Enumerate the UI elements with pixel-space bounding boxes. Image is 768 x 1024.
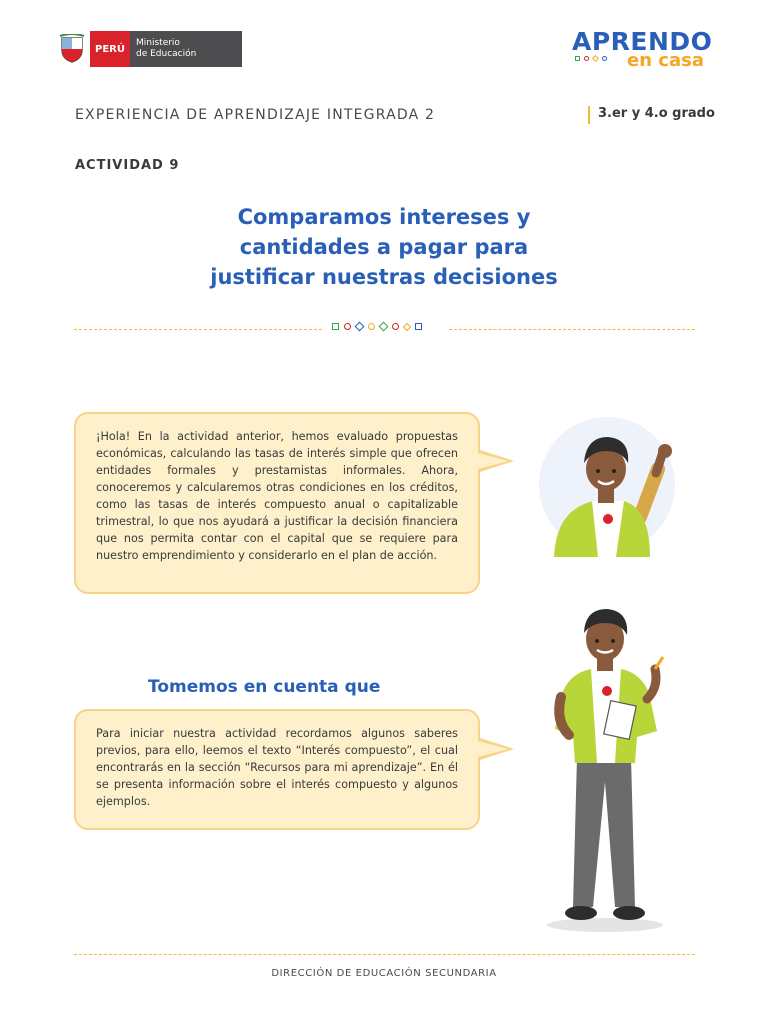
student-waving-illustration (532, 417, 682, 557)
page-title (134, 202, 634, 292)
speech-bubble-tail (480, 738, 514, 760)
brand-top: APRENDO (572, 27, 713, 56)
ministry-logo (58, 31, 242, 67)
recall-text: Para iniciar nuestra actividad recordamos algunos saberes previos, para ello, leemos el texto “Interés compuesto”, el cual encontrarás en la sección “Recursos para mi aprendizaje”. En él se presenta información sobre el interés compuesto y algunos ejemplos. (96, 727, 458, 808)
intro-speech-bubble (74, 412, 480, 594)
footer-divider (74, 954, 695, 955)
decorative-divider (74, 322, 695, 338)
section-subtitle: Tomemos en cuenta que (148, 677, 381, 697)
ministry-line1: Ministerio (136, 38, 180, 48)
aprendo-en-casa-logo (572, 27, 717, 73)
grade-label: 3.er y 4.o grado (588, 106, 715, 124)
divider-shapes (332, 323, 422, 330)
activity-label: ACTIVIDAD 9 (75, 158, 180, 173)
brand-shapes (575, 56, 607, 61)
title-line-1: Comparamos intereses y (237, 205, 531, 229)
coat-of-arms-icon (58, 31, 86, 67)
recall-speech-bubble (74, 709, 480, 830)
title-line-2: cantidades a pagar para (239, 235, 529, 259)
experience-title: EXPERIENCIA DE APRENDIZAJE INTEGRADA 2 (75, 107, 436, 123)
student-writing-illustration (525, 607, 685, 937)
title-line-3: justificar nuestras decisiones (210, 265, 558, 289)
ministry-name (130, 31, 242, 67)
footer-text: DIRECCIÓN DE EDUCACIÓN SECUNDARIA (271, 968, 497, 979)
brand-bottom: en casa (627, 50, 704, 71)
peru-label: PERÚ (90, 31, 130, 67)
ministry-line2: de Educación (136, 49, 197, 59)
intro-text: ¡Hola! En la actividad anterior, hemos evaluado propuestas económicas, calculando las tasas de interés simple que ofrecen entidades formales y prestamistas informales. Ahora, conoceremos y calcularemos otras condiciones en los créditos, como las tasas de interés compuesto anual o capitalizable trimestral, lo que nos ayudará a justificar la decisión financiera que nos permita contar con el capital que se requiere para nuestro emprendimiento y considerarlo en el plan de acción. (96, 430, 458, 562)
speech-bubble-tail (480, 450, 514, 472)
